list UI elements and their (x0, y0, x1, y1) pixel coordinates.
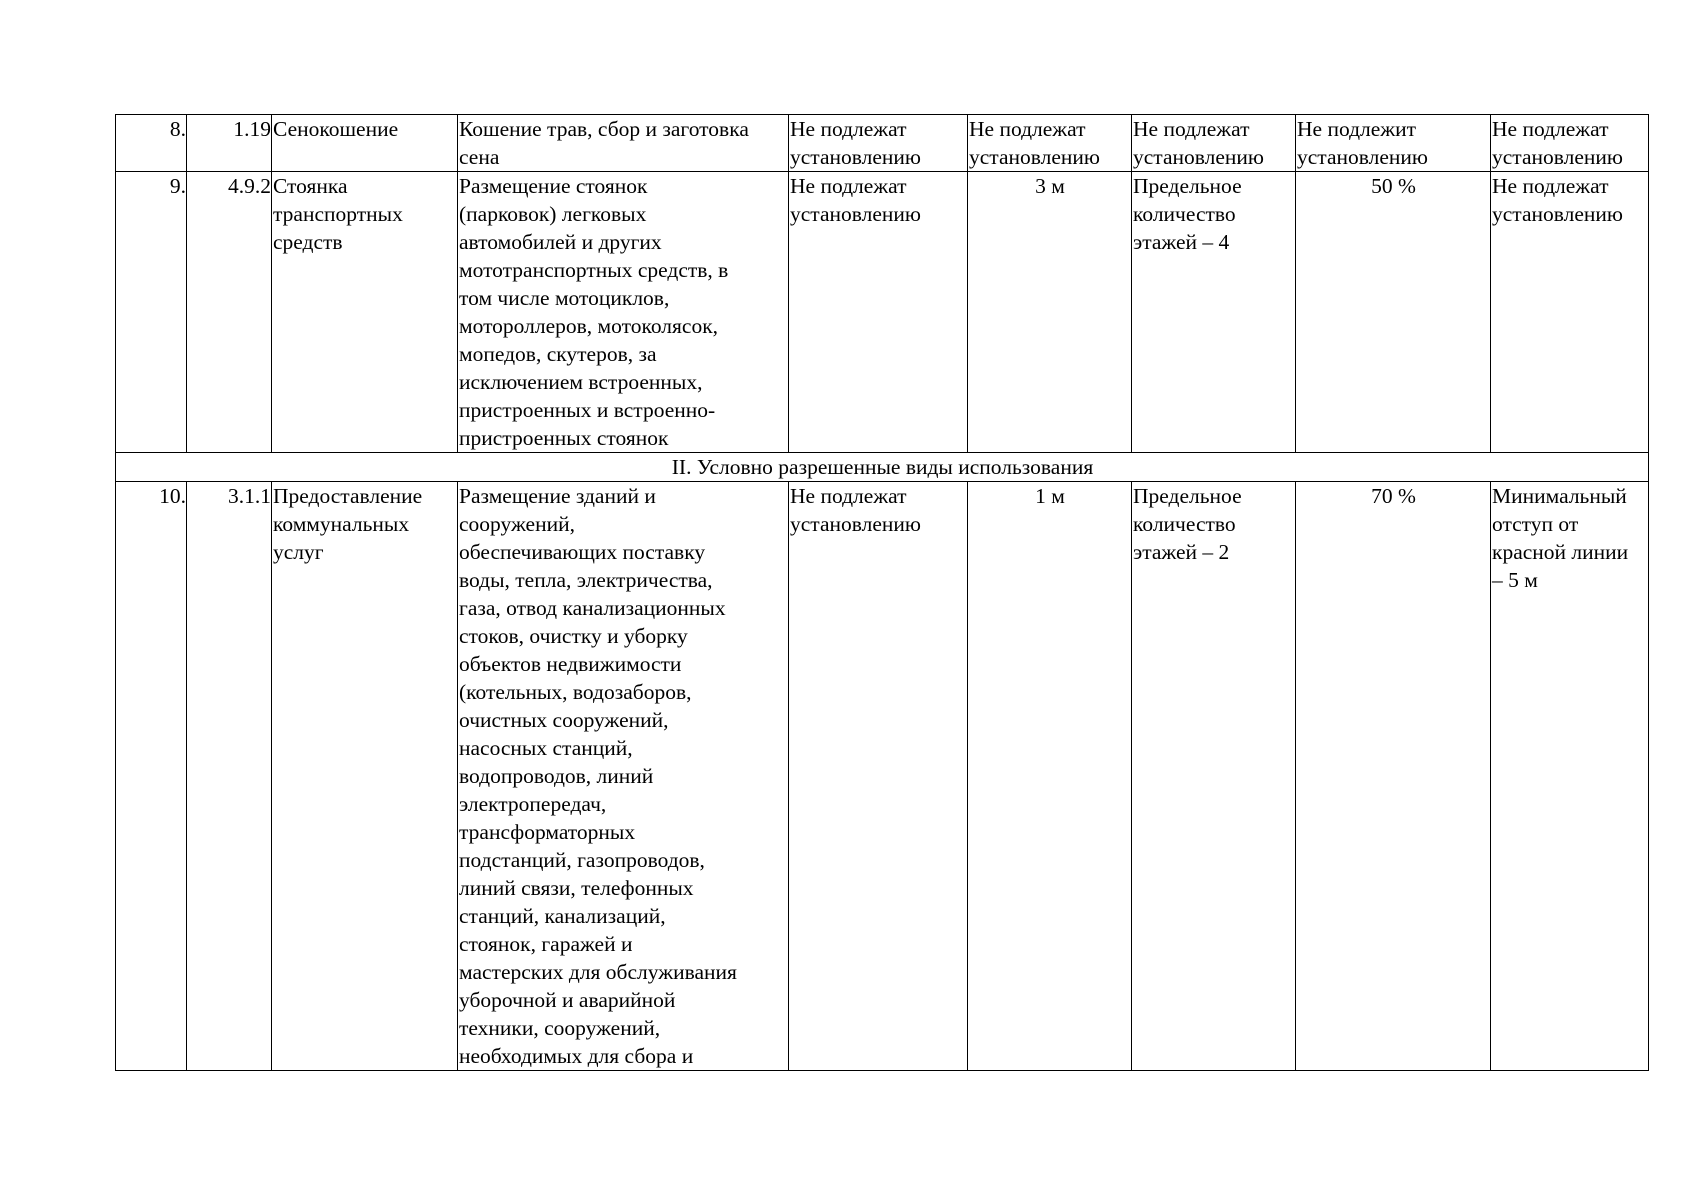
parameter-cell: Не подлежат установлению (789, 172, 968, 453)
row-number: 8. (116, 115, 187, 172)
parameter-cell: Не подлежат установлению (968, 115, 1132, 172)
parameter-cell: Не подлежит установлению (1296, 115, 1491, 172)
table-row (116, 172, 1649, 453)
parameter-cell: Предельное количество этажей – 2 (1132, 482, 1296, 1071)
use-name: Предоставление коммунальных услуг (272, 482, 458, 1071)
parameter-cell: 1 м (968, 482, 1132, 1071)
use-description: Кошение трав, сбор и заготовка сена (458, 115, 789, 172)
parameter-cell: Не подлежат установлению (1491, 115, 1649, 172)
use-description: Размещение зданий и сооружений, обеспечивающих поставку воды, тепла, электричества, газа, отвод канализационных стоков, очистку и уборку объектов недвижимости (котельных, водозаборов, очистных сооружений, насосных станций, водопроводов, линий электропередач, трансформаторных подстанций, газопроводов, линий связи, телефонных станций, канализаций, стоянок, гаражей и мастерских для обслуживания уборочной и аварийной техники, сооружений, необходимых для сбора и (458, 482, 789, 1071)
parameter-cell: Минимальный отступ от красной линии – 5 м (1491, 482, 1649, 1071)
table-row (116, 482, 1649, 1071)
row-number: 10. (116, 482, 187, 1071)
use-description: Размещение стоянок (парковок) легковых автомобилей и других мототранспортных средств, в том числе мотоциклов, мотороллеров, мотоколясок, мопедов, скутеров, за исключением встроенных, пристроенных и встроенно- пристроенных стоянок (458, 172, 789, 453)
land-use-table (115, 114, 1649, 1071)
parameter-cell: 50 % (1296, 172, 1491, 453)
parameter-cell: Предельное количество этажей – 4 (1132, 172, 1296, 453)
section-header-row (116, 453, 1649, 482)
use-name: Стоянка транспортных средств (272, 172, 458, 453)
use-code: 1.19 (187, 115, 272, 172)
parameter-cell: Не подлежат установлению (789, 482, 968, 1071)
parameter-cell: 70 % (1296, 482, 1491, 1071)
parameter-cell: Не подлежат установлению (1491, 172, 1649, 453)
use-code: 4.9.2 (187, 172, 272, 453)
parameter-cell: Не подлежат установлению (789, 115, 968, 172)
row-number: 9. (116, 172, 187, 453)
parameter-cell: Не подлежат установлению (1132, 115, 1296, 172)
table-row (116, 115, 1649, 172)
use-name: Сенокошение (272, 115, 458, 172)
use-code: 3.1.1 (187, 482, 272, 1071)
parameter-cell: 3 м (968, 172, 1132, 453)
section-title: II. Условно разрешенные виды использования (116, 453, 1649, 482)
